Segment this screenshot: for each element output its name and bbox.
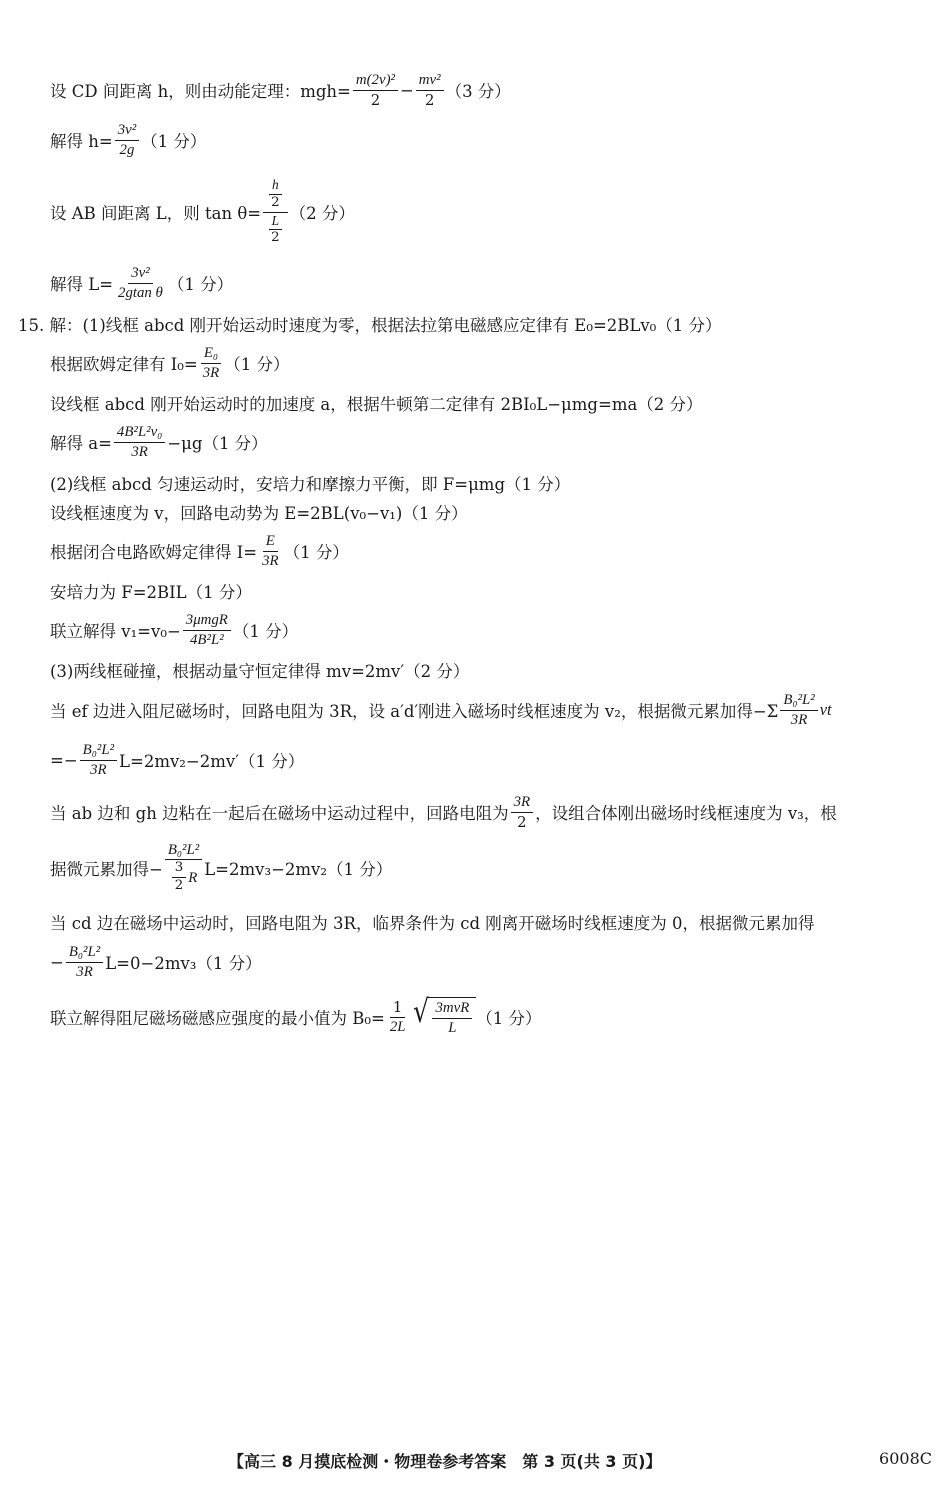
ampere-force-line	[50, 578, 932, 604]
minus-sign: −	[399, 80, 414, 100]
text: −	[50, 952, 64, 972]
fraction: $\frac{3R}{2}$	[511, 794, 534, 830]
part-3-line	[50, 657, 932, 683]
fraction: $\frac{\text{B₀²L²}}{3R}$	[66, 944, 103, 980]
text: 设 AB 间距离 L，则 tan θ=	[50, 204, 262, 223]
fraction: $\frac{\text{E₀}}{3R}$	[202, 344, 220, 381]
text: （1 分）	[476, 1009, 542, 1028]
text: 设 CD 间距离 h，则由动能定理：mgh=	[50, 82, 351, 101]
text: 当 ef 边进入阻尼磁场时，回路电阻为 3R，设 a′d′刚进入磁场时线框速度为 v₂，根据微元累加得−Σ	[50, 702, 779, 721]
footer-title: 【高三 8 月摸底检测・物理卷参考答案 第 3 页(共 3 页)】	[228, 1452, 662, 1471]
text: L=2mv₂−2mv′（1 分）	[119, 752, 305, 771]
text: ，设组合体刚出磁场时线框速度为 v₃，根	[535, 804, 837, 823]
part-2-line	[50, 470, 932, 496]
text: （1 分）	[167, 275, 234, 294]
text: 根据闭合电路欧姆定律得 I=	[50, 543, 258, 562]
solve-L-line	[50, 262, 932, 304]
text: vt	[819, 700, 832, 719]
text: （1 分）	[224, 355, 290, 374]
text: (3)两线框碰撞，根据动量守恒定律得 mv=2mv′（2 分）	[50, 662, 470, 681]
solve-v1-line	[50, 608, 932, 652]
text: 据微元累加得−	[50, 860, 163, 879]
text: L=2mv₃−2mv₂（1 分）	[204, 860, 393, 879]
solve-a-line	[50, 421, 932, 463]
text: 当 cd 边在磁场中运动时，回路电阻为 3R，临界条件为 cd 刚离开磁场时线框速度为 0，根据微元累加得	[50, 914, 815, 933]
text: （3 分）	[445, 82, 511, 101]
question-15-header	[18, 311, 932, 337]
cd-edge-line	[50, 909, 932, 935]
ohm-law-line	[50, 342, 932, 384]
text: （1 分）	[283, 543, 349, 562]
text: （1 分）	[232, 622, 299, 641]
text: −μg（1 分）	[167, 434, 268, 453]
text: 安培力为 F=2BIL（1 分）	[50, 583, 252, 602]
text: 解得 L=	[50, 275, 114, 294]
ab-gh-edge-line	[50, 790, 932, 834]
min-b0-line	[50, 993, 932, 1041]
text: 根据欧姆定律有 I₀=	[50, 355, 198, 374]
text: (2)线框 abcd 匀速运动时，安培力和摩擦力平衡，即 F=μmg（1 分）	[50, 475, 571, 494]
fraction: $\frac{\text{mv²}}{2}$	[416, 72, 444, 108]
newton-second-law-line	[50, 390, 932, 416]
ef-edge-result-line	[50, 738, 932, 782]
document-code: 6008C	[879, 1449, 932, 1468]
fraction: $\frac{\text{B₀²L²}}{3R}$	[780, 692, 817, 728]
closed-circuit-line	[50, 530, 932, 572]
fraction: $\frac{1}{2L}$	[389, 997, 406, 1035]
page-footer	[0, 1449, 950, 1473]
text: 解得 a=	[50, 434, 112, 453]
compound-fraction: $\frac{\frac{h}{2}}{\frac{L}{2}}$	[263, 178, 288, 247]
compound-fraction: B₀²L² $\frac{3}{2}$ R	[165, 842, 202, 895]
fraction: $\frac{\text{B₀²L²}}{3R}$	[80, 742, 117, 778]
text: 联立解得 v₁=v₀−	[50, 622, 181, 641]
text: 设线框速度为 v，回路电动势为 E=2BL(v₀−v₁)（1 分）	[50, 504, 468, 523]
text: （2 分）	[289, 204, 355, 223]
text: L=0−2mv₃（1 分）	[105, 954, 262, 973]
text: 联立解得阻尼磁场磁感应强度的最小值为 B₀=	[50, 1009, 385, 1028]
tan-theta-line	[50, 170, 932, 254]
text: （1 分）	[141, 132, 207, 151]
text: 当 ab 边和 gh 边粘在一起后在磁场中运动过程中，回路电阻为	[50, 804, 509, 823]
emf-line	[50, 499, 932, 525]
text: 15. 解：(1)线框 abcd 刚开始运动时速度为零，根据法拉第电磁感应定律有 E₀=2BLv₀（1 分）	[18, 316, 722, 335]
cd-edge-result-line	[50, 940, 932, 984]
text: =−	[50, 750, 78, 770]
fraction: $\frac{\text{m(2v)²}}{2}$	[353, 72, 398, 108]
fraction: $\frac{\text{3v²}}{2g}$	[115, 122, 139, 158]
ab-gh-result-line	[50, 836, 932, 900]
fraction: $\frac{\text{3μmgR}}{\text{4B²L²}}$	[183, 612, 231, 648]
kinetic-energy-theorem-line	[50, 70, 932, 110]
square-root: √ $\frac{\text{3mvR}}{L}$	[411, 997, 477, 1036]
text: 设线框 abcd 刚开始运动时的加速度 a，根据牛顿第二定律有 2BI₀L−μmg=ma（2 分）	[50, 395, 703, 414]
text: 解得 h=	[50, 132, 113, 151]
fraction: $\frac{E}{3R}$	[262, 532, 279, 569]
fraction: $\frac{\text{3v²}}{\text{2gtan θ}}$	[118, 264, 163, 301]
solve-h-line	[50, 120, 932, 160]
ef-edge-line	[50, 688, 932, 732]
fraction: $\frac{\text{4B²L²v₀}}{3R}$	[114, 424, 165, 460]
